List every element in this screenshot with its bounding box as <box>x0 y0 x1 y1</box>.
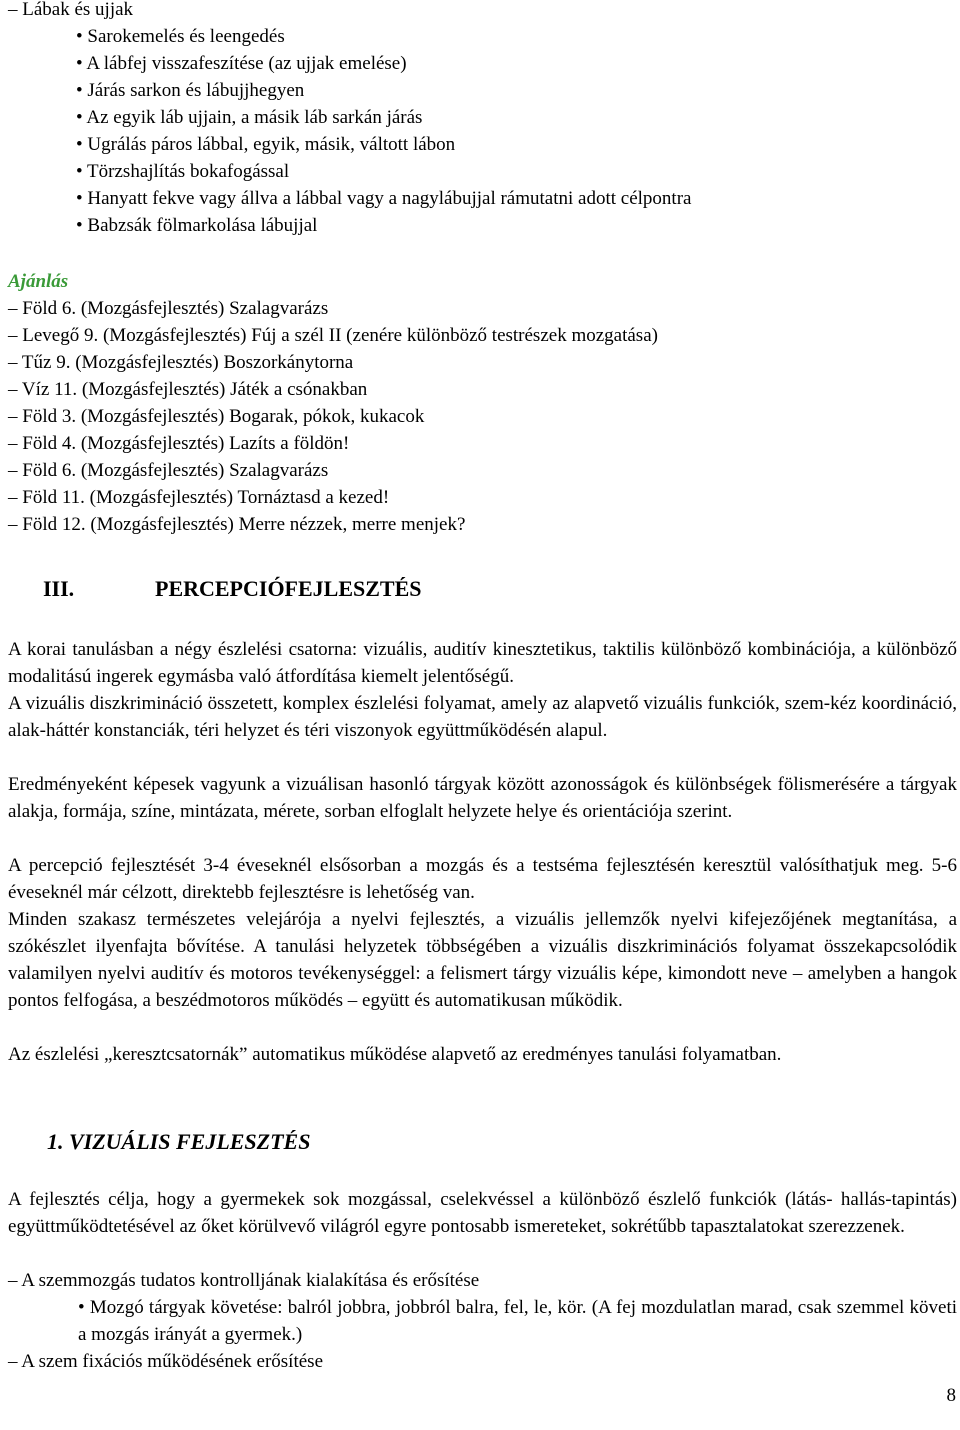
paragraph: A percepció fejlesztését 3-4 éveseknél elsősorban a mozgás és a testséma fejlesztésén keresztül valósíthatjuk meg. 5-6 éveseknél már célzott, direktebb fejlesztésre is lehetőség van. <box>8 855 957 903</box>
list-item: • A lábfej visszafeszítése (az ujjak emelése) <box>76 53 407 74</box>
recommendation-item: – Föld 11. (Mozgásfejlesztés) Tornáztasd a kezed! <box>8 487 390 508</box>
list-item: • Járás sarkon és lábujjhegyen <box>76 80 305 101</box>
subsection-intro: A fejlesztés célja, hogy a gyermekek sok mozgással, cselekvéssel a különböző észlelő funkciók (látás- hallás-tapintás) együttműködtetésével az őket körülvevő világról egyre pontosabb ismereteket, sokrétűbb tapasztalatokat szerezzenek. <box>8 1189 957 1237</box>
page-number: 8 <box>946 1385 956 1406</box>
recommendation-item: – Föld 6. (Mozgásfejlesztés) Szalagvarázs <box>8 298 329 319</box>
subsection-item: – A szemmozgás tudatos kontrolljának kialakítása és erősítése <box>8 1270 480 1291</box>
recommendation-item: – Víz 11. (Mozgásfejlesztés) Játék a csónakban <box>8 379 368 400</box>
chapter-title: PERCEPCIÓFEJLESZTÉS <box>155 576 422 601</box>
recommendation-item: – Tűz 9. (Mozgásfejlesztés) Boszorkánytorna <box>8 352 354 373</box>
recommendation-item: – Föld 6. (Mozgásfejlesztés) Szalagvarázs <box>8 460 329 481</box>
list-item: • Az egyik láb ujjain, a másik láb sarkán járás <box>76 107 423 128</box>
recommendation-item: – Föld 4. (Mozgásfejlesztés) Lazíts a földön! <box>8 433 350 454</box>
recommendation-item: – Föld 12. (Mozgásfejlesztés) Merre nézzek, merre menjek? <box>8 514 466 535</box>
recommendation-item: – Föld 3. (Mozgásfejlesztés) Bogarak, pókok, kukacok <box>8 406 425 427</box>
list-item: • Ugrálás páros lábbal, egyik, másik, váltott lábon <box>76 134 456 155</box>
paragraph: Eredményeként képesek vagyunk a vizuálisan hasonló tárgyak között azonosságok és különbségek fölismerésére a tárgyak alakja, formája, színe, mintázata, mérete, sorban elfoglalt helyzete helye és orientációja szerint. <box>8 774 957 822</box>
subsection-bullet: • Mozgó tárgyak követése: balról jobbra, jobbról balra, fel, le, kör. (A fej mozdulatlan marad, csak szemmel követi a mozgás irányát a gyermek.) <box>78 1297 957 1345</box>
paragraph: Minden szakasz természetes velejárója a nyelvi fejlesztés, a vizuális jellemzők nyelvi kifejezőjének megtanítása, a szókészlet ilyenfajta bővítése. A tanulási helyzetek többségében a vizuális diszkriminációs folyamat összekapcsolódik valamilyen nyelvi auditív és motoros tevékenységgel: a felismert tárgy vizuális képe, kimondott neve – amelyben a hangok pontos felfogása, a beszédmotoros működés – együtt és automatikusan működik. <box>8 909 957 1011</box>
section-heading-feet: – Lábak és ujjak <box>8 0 134 20</box>
subsection-title: 1. VIZUÁLIS FEJLESZTÉS <box>47 1129 311 1154</box>
list-item: • Törzshajlítás bokafogással <box>76 161 290 182</box>
list-item: • Babzsák fölmarkolása lábujjal <box>76 215 318 236</box>
recommendation-item: – Levegő 9. (Mozgásfejlesztés) Fúj a szél II (zenére különböző testrészek mozgatása) <box>8 325 658 346</box>
list-item: • Hanyatt fekve vagy állva a lábbal vagy a nagylábujjal rámutatni adott célpontra <box>76 188 692 209</box>
chapter-number: III. <box>43 576 75 601</box>
recommendation-title: Ajánlás <box>8 271 69 292</box>
list-item: • Sarokemelés és leengedés <box>76 26 285 47</box>
subsection-item: – A szem fixációs működésének erősítése <box>8 1351 324 1372</box>
paragraph: Az észlelési „keresztcsatornák” automatikus működése alapvető az eredményes tanulási folyamatban. <box>8 1044 782 1065</box>
paragraph: A korai tanulásban a négy észlelési csatorna: vizuális, auditív kinesztetikus, taktilis különböző kombinációja, a különböző modalitású ingerek egymásba való átfordítása kiemelt jelentőségű. <box>8 639 957 687</box>
paragraph: A vizuális diszkrimináció összetett, komplex észlelési folyamat, amely az alapvető vizuális funkciók, szem-kéz koordináció, alak-háttér konstanciák, téri helyzet és téri viszonyok együttműködésén alapul. <box>8 693 957 741</box>
